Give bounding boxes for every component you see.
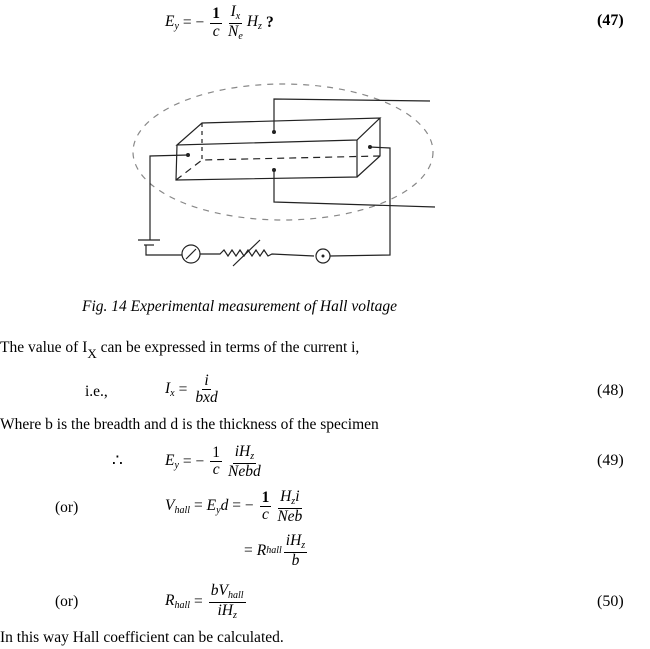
equation-vhall: $V_{hall}$ = $E_yd$ = − $\frac{1}{c}$ $\frac{H_zi}{\text{Neb}}$	[165, 488, 303, 525]
equation-49: $E_y$ = − $\frac{1}{c}$ $\frac{iH_z}{\text{Nebd}}$	[165, 443, 261, 480]
paragraph-ix: The value of $I_X$ can be expressed in terms of the current i,	[0, 339, 360, 361]
or-label-2: (or)	[55, 593, 79, 610]
rheostat-icon	[200, 250, 314, 256]
eq49-number: (49)	[597, 452, 624, 469]
current-wire-left	[150, 155, 188, 240]
paragraph-conclusion: In this way Hall coefficient can be calculated.	[0, 629, 284, 646]
eq47-frac1: $\frac{1}{c}$	[212, 5, 221, 40]
hall-probe-top-wire	[274, 99, 430, 132]
specimen-hidden-edges	[176, 156, 380, 180]
eq47-frac2: $\frac{I_x}{N_e}$	[228, 3, 243, 42]
eq47-lhs: $E_y$	[165, 13, 179, 32]
hall-experiment-diagram	[0, 0, 650, 300]
equation-50: $R_{hall}$ = $\frac{bV_{hall}}{iH_z}$	[165, 582, 244, 621]
therefore-symbol: ∴	[112, 451, 123, 470]
specimen-top	[177, 118, 380, 145]
equation-rhall-line: = R hall $\frac{iH_z}{b}$	[244, 532, 306, 569]
eq47-tail: $H_z$	[246, 13, 262, 32]
eq47-number: (47)	[597, 12, 624, 29]
eq50-number: (50)	[597, 593, 624, 610]
current-wire-right	[330, 147, 390, 256]
eq48-lead: i.e.,	[85, 383, 108, 400]
or-label-1: (or)	[55, 499, 79, 516]
figure-caption: Fig. 14 Experimental measurement of Hall voltage	[82, 298, 397, 315]
paragraph-breadth: Where b is the breadth and d is the thickness of the specimen	[0, 416, 379, 433]
eq47-question: ?	[265, 14, 274, 32]
specimen-front	[176, 140, 357, 180]
eq48-number: (48)	[597, 382, 624, 399]
magnetic-field-ellipse	[133, 84, 433, 220]
hall-probe-bottom-wire	[274, 170, 435, 207]
equation-48: $I_x$ = $\frac{i}{\text{bxd}}$	[165, 372, 218, 407]
eq47-equals: = −	[182, 14, 205, 32]
